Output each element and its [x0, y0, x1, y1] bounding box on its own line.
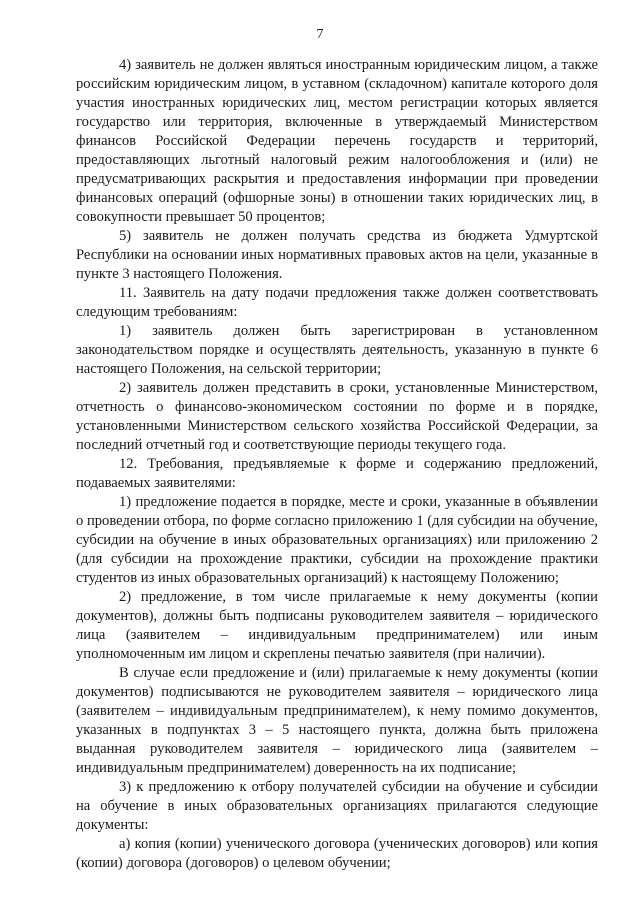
paragraph-section-12-item-3: 3) к предложению к отбору получателей субсидии на обучение и субсидии на обучение в иных образовательных организациях прилагаются следующие документы: — [76, 779, 598, 833]
paragraph-clause-5: 5) заявитель не должен получать средства из бюджета Удмуртской Республики на основании иных нормативных правовых актов на цели, указанные в пункте 3 настоящего Положения. — [76, 228, 598, 282]
page-number: 7 — [316, 27, 324, 42]
paragraph-section-11: 11. Заявитель на дату подачи предложения также должен соответствовать следующим требованиям: — [76, 285, 598, 320]
paragraph-section-12-item-1: 1) предложение подается в порядке, месте и сроки, указанные в объявлении о проведении отбора, по форме согласно приложению 1 (для субсидии на обучение, субсидии на обучение в иных образовательных организациях) или приложению 2 (для субсидии на прохождение практики, субсидии на прохождение практики студентов из иных образовательных организаций) к настоящему Положению; — [76, 494, 598, 586]
paragraph-section-12-item-2: 2) предложение, в том числе прилагаемые к нему документы (копии документов), должны быть подписаны руководителем заявителя – юридического лица (заявителем – индивидуальным предпринимателем) или иным уполномоченным им лицом и скреплены печатью заявителя (при наличии). — [76, 589, 598, 662]
document-body — [76, 56, 598, 873]
paragraph-section-11-item-1: 1) заявитель должен быть зарегистрирован в установленном законодательством порядке и осуществлять деятельность, указанную в пункте 6 настоящего Положения, на сельской территории; — [76, 323, 598, 377]
paragraph-section-11-item-2: 2) заявитель должен представить в сроки, установленные Министерством, отчетность о финансово-экономическом состоянии по форме и в порядке, установленными Министерством сельского хозяйства Российской Федерации, за последний отчетный год и соответствующие периоды текущего года. — [76, 380, 598, 453]
paragraph-clause-4: 4) заявитель не должен являться иностранным юридическим лицом, а также российским юридическим лицом, в уставном (складочном) капитале которого доля участия иностранных юридических лиц, местом регистрации которых является государство или территория, включенные в утверждаемый Министерством финансов Российской Федерации перечень государств и территорий, предоставляющих льготный налоговый режим налогообложения и (или) не предусматривающих раскрытия и предоставления информации при проведении финансовых операций (офшорные зоны) в отношении таких юридических лиц, в совокупности превышает 50 процентов; — [76, 57, 598, 225]
paragraph-proxy-case: В случае если предложение и (или) прилагаемые к нему документы (копии документов) подписываются не руководителем заявителя – юридического лица (заявителем – индивидуальным предпринимателем), к нему помимо документов, указанных в подпунктах 3 – 5 настоящего пункта, должна быть приложена выданная руководителем заявителя – юридического лица (заявителем – индивидуальным предпринимателем) доверенность на их подписание; — [76, 665, 598, 776]
paragraph-subitem-a: а) копия (копии) ученического договора (ученических договоров) или копия (копии) договора (договоров) о целевом обучении; — [76, 836, 598, 871]
paragraph-section-12: 12. Требования, предъявляемые к форме и содержанию предложений, подаваемых заявителями: — [76, 456, 598, 491]
